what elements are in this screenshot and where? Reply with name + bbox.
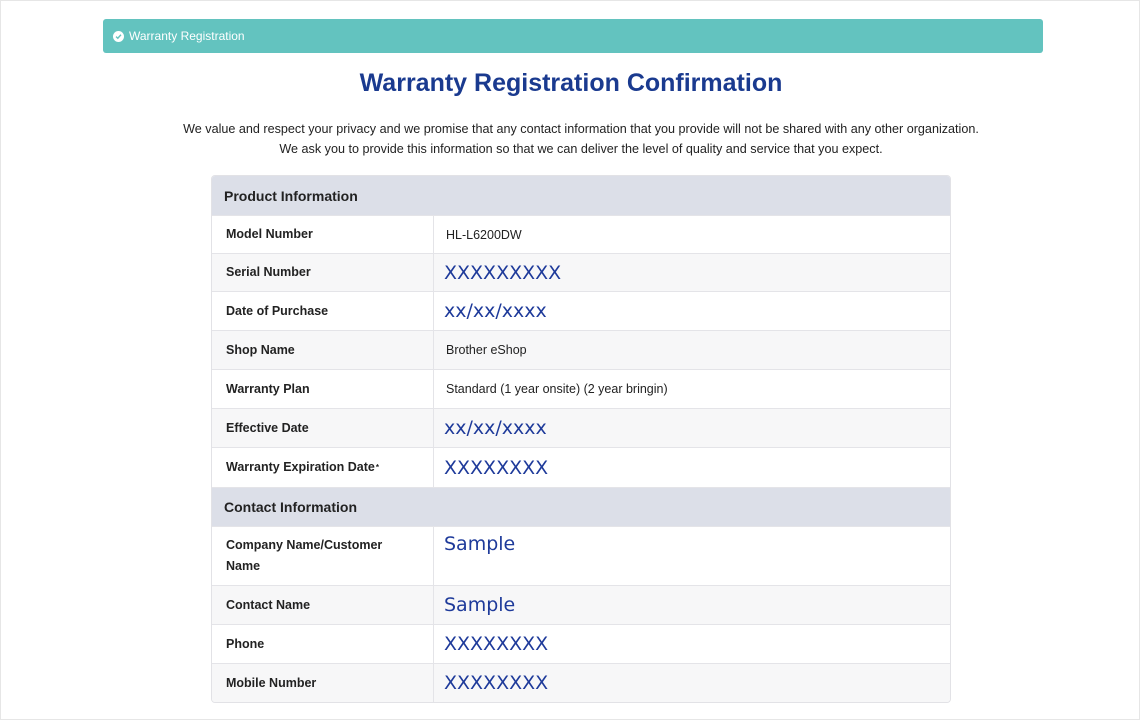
date-of-purchase-value: xx/xx/xxxx xyxy=(444,300,547,322)
row-label: Warranty Plan xyxy=(212,370,434,408)
row-label xyxy=(212,448,434,487)
table-row xyxy=(212,624,950,663)
row-label: Phone xyxy=(212,625,434,663)
intro-line-1: We value and respect your privacy and we promise that any contact information that you provide will not be shared with any other organization. xyxy=(183,122,979,136)
table-row xyxy=(212,291,950,330)
row-label: Effective Date xyxy=(212,409,434,447)
warranty-plan-value: Standard (1 year onsite) (2 year bringin) xyxy=(446,382,668,396)
row-label-text: Warranty Expiration Date xyxy=(226,460,375,474)
warranty-expiration-value: XXXXXXXX xyxy=(444,456,549,479)
phone-value: XXXXXXXX xyxy=(444,633,549,655)
row-label: Date of Purchase xyxy=(212,292,434,330)
row-label: Company Name/Customer Name xyxy=(212,527,434,585)
check-circle-icon xyxy=(113,31,124,42)
table-row xyxy=(212,585,950,624)
shop-name-value: Brother eShop xyxy=(446,343,527,357)
company-name-value: Sample xyxy=(444,533,516,555)
product-info-header: Product Information xyxy=(212,176,950,215)
serial-number-value: XXXXXXXXX xyxy=(444,261,562,284)
table-row xyxy=(212,330,950,369)
banner-label: Warranty Registration xyxy=(129,29,245,43)
privacy-intro xyxy=(1,119,1140,159)
table-row xyxy=(212,663,950,702)
effective-date-value: xx/xx/xxxx xyxy=(444,417,547,439)
registration-table xyxy=(211,175,951,703)
page-title: Warranty Registration Confirmation xyxy=(359,69,783,97)
row-label: Contact Name xyxy=(212,586,434,624)
intro-line-2: We ask you to provide this information so that we can deliver the level of quality and service that you expect. xyxy=(279,142,883,156)
row-label: Shop Name xyxy=(212,331,434,369)
row-label: Serial Number xyxy=(212,254,434,291)
model-number-value: HL-L6200DW xyxy=(446,227,522,242)
table-row xyxy=(212,215,950,253)
status-banner xyxy=(103,19,1043,53)
contact-info-header: Contact Information xyxy=(212,487,950,526)
mobile-number-value: XXXXXXXX xyxy=(444,672,549,694)
contact-name-value: Sample xyxy=(444,594,516,616)
table-row xyxy=(212,526,950,585)
table-row xyxy=(212,447,950,487)
table-row xyxy=(212,253,950,291)
table-row xyxy=(212,369,950,408)
footnote-marker: * xyxy=(375,463,380,472)
row-label: Model Number xyxy=(212,216,434,253)
row-label: Mobile Number xyxy=(212,664,434,702)
table-row xyxy=(212,408,950,447)
